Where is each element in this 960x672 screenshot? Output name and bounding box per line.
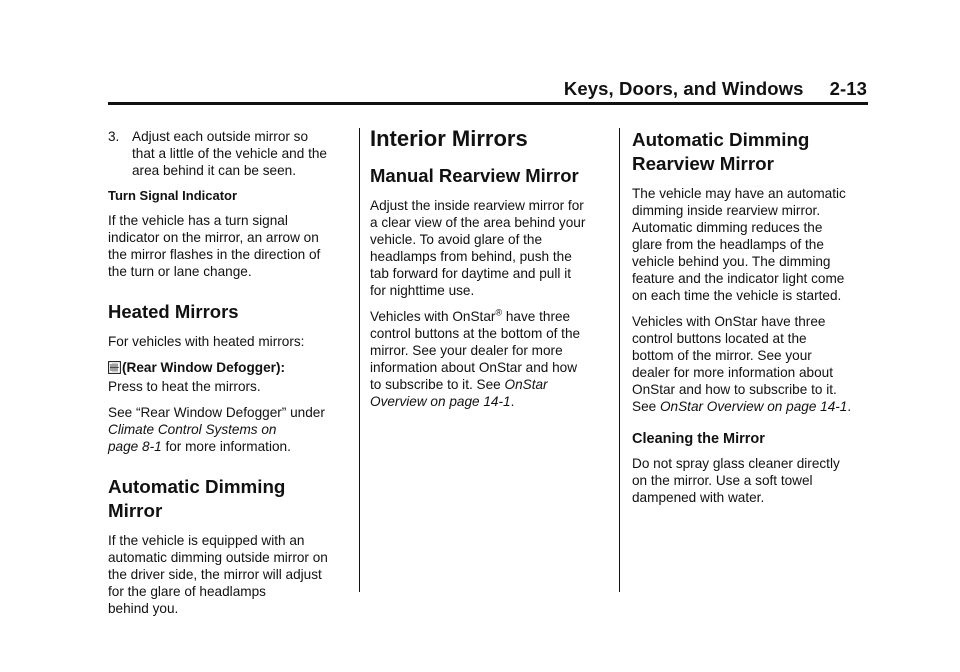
turn-signal-text: If the vehicle has a turn signal indicator on the mirror, an arrow on the mirror flashes in the direction of the turn or lane change. bbox=[108, 213, 321, 279]
auto-dim-rearview-heading: Automatic Dimming Rearview Mirror bbox=[632, 129, 810, 174]
text-line: Adjust each outside mirror so bbox=[132, 129, 309, 144]
header-rule bbox=[108, 102, 868, 105]
column-divider-2 bbox=[619, 128, 620, 592]
column-right bbox=[632, 128, 868, 515]
auto-dim-rearview-text: The vehicle may have an automatic dimming inside rearview mirror. Automatic dimming reduces the glare from the headlamps of the vehicle behind you. The dimming feature and the indicator light come on each time the vehicle is started. bbox=[632, 186, 846, 303]
heated-intro: For vehicles with heated mirrors: bbox=[108, 334, 305, 349]
step-3 bbox=[108, 128, 353, 179]
manual-rearview-text: Adjust the inside rearview mirror for a clear view of the area behind your vehicle. To avoid glare of the headlamps from behind, push the tab forward for daytime and pull it for nighttime use. bbox=[370, 198, 586, 298]
cleaning-mirror-text: Do not spray glass cleaner directly on the mirror. Use a soft towel dampened with water. bbox=[632, 456, 840, 505]
column-left bbox=[108, 128, 353, 626]
see-reference: See “Rear Window Defogger” under Climate Control Systems on page 8-1 for more information. bbox=[108, 405, 325, 454]
turn-signal-heading: Turn Signal Indicator bbox=[108, 188, 238, 203]
rear-window-defogger-icon bbox=[108, 361, 121, 378]
text-line: that a little of the vehicle and the bbox=[132, 146, 327, 161]
step-number: 3. bbox=[108, 129, 120, 144]
defogger-entry bbox=[108, 359, 353, 395]
text-line: area behind it can be seen. bbox=[132, 163, 297, 178]
defog-text: Press to heat the mirrors. bbox=[108, 379, 261, 394]
heated-mirrors-heading: Heated Mirrors bbox=[108, 301, 239, 322]
defog-label: (Rear Window Defogger): bbox=[122, 360, 285, 375]
onstar-rearview-text: Vehicles with OnStar have three control buttons located at the bottom of the mirror. See your dealer for more information about OnStar and how to subscribe to it. See OnStar Overview on page 14-1. bbox=[632, 314, 852, 414]
manual-rearview-heading: Manual Rearview Mirror bbox=[370, 165, 579, 186]
column-divider-1 bbox=[359, 128, 360, 592]
page-header bbox=[0, 76, 960, 106]
cleaning-mirror-heading: Cleaning the Mirror bbox=[632, 431, 765, 447]
column-middle bbox=[370, 126, 608, 419]
auto-dim-mirror-text: If the vehicle is equipped with an automatic dimming outside mirror on the driver side, the mirror will adjust for the glare of headlamps behind you. bbox=[108, 533, 328, 616]
header-title-and-page bbox=[564, 78, 867, 100]
onstar-text: Vehicles with OnStar® have three control buttons at the bottom of the mirror. See your dealer for more information about OnStar and how to subscribe to it. See OnStar Overview on page 14-1. bbox=[370, 307, 581, 409]
interior-mirrors-heading: Interior Mirrors bbox=[370, 126, 528, 151]
auto-dim-mirror-heading: Automatic Dimming Mirror bbox=[108, 476, 286, 521]
page-number: 2-13 bbox=[829, 78, 867, 99]
section-title: Keys, Doors, and Windows bbox=[563, 78, 804, 99]
